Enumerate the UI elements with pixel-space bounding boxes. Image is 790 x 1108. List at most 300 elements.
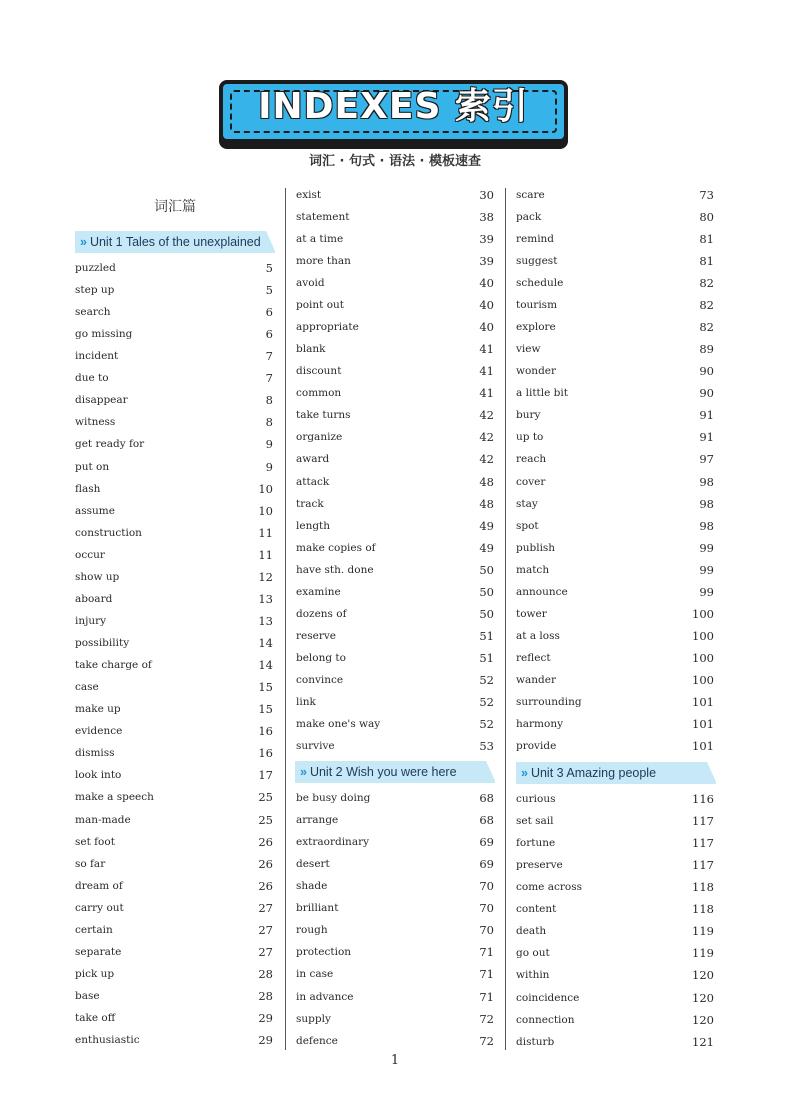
entry-page: 70 (479, 923, 494, 938)
entry-term: avoid (296, 277, 325, 290)
entry-term: length (296, 519, 331, 532)
entry-term: statement (296, 211, 350, 224)
entry-term: extraordinary (296, 836, 370, 849)
entry-page: 99 (699, 562, 714, 577)
entry-page: 10 (258, 481, 273, 496)
entry-term: pack (516, 211, 542, 224)
entry-term: match (516, 563, 550, 576)
entry-page: 82 (699, 276, 714, 291)
index-entry (296, 206, 494, 228)
index-entry (516, 184, 714, 206)
index-entry (75, 742, 273, 764)
index-entry (516, 360, 714, 382)
index-entry (516, 272, 714, 294)
entry-term: aboard (75, 592, 113, 605)
entry-page: 82 (699, 320, 714, 335)
entry-term: publish (516, 541, 556, 554)
index-entry (296, 448, 494, 470)
entry-page: 121 (692, 1034, 714, 1049)
index-entry (75, 720, 273, 742)
index-entry (75, 588, 273, 610)
entry-page: 15 (258, 680, 273, 695)
entry-page: 98 (699, 474, 714, 489)
entry-page: 81 (699, 254, 714, 269)
entry-page: 99 (699, 584, 714, 599)
entry-page: 13 (258, 613, 273, 628)
entry-term: stay (516, 497, 538, 510)
entry-page: 100 (692, 606, 714, 621)
entry-term: connection (516, 1013, 575, 1026)
entry-term: get ready for (75, 438, 145, 451)
index-entry (296, 669, 494, 691)
entry-page: 69 (479, 835, 494, 850)
index-entry (296, 294, 494, 316)
entry-term: tower (516, 607, 547, 620)
entry-term: up to (516, 431, 544, 444)
entry-page: 50 (479, 584, 494, 599)
index-entry (75, 985, 273, 1007)
entry-term: wander (516, 673, 556, 686)
entry-term: take off (75, 1012, 116, 1025)
entry-term: scare (516, 189, 545, 201)
entry-term: suggest (516, 255, 558, 268)
entry-term: look into (75, 769, 122, 782)
entry-page: 9 (265, 437, 273, 452)
entry-page: 11 (258, 547, 273, 562)
index-entry (296, 691, 494, 713)
entry-page: 120 (692, 968, 714, 983)
entry-page: 70 (479, 879, 494, 894)
unit-1-label: Unit 1 Tales of the unexplained (89, 235, 261, 249)
index-entry (75, 764, 273, 786)
entry-page: 68 (479, 813, 494, 828)
entry-page: 27 (258, 900, 273, 915)
index-entry (75, 941, 273, 963)
entry-term: provide (516, 740, 557, 752)
index-entry (516, 625, 714, 647)
index-entry (75, 522, 273, 544)
entry-term: tourism (516, 299, 558, 312)
index-entry (75, 786, 273, 808)
entry-page: 90 (699, 386, 714, 401)
index-entry (296, 647, 494, 669)
index-entry (296, 875, 494, 897)
entry-page: 51 (479, 650, 494, 665)
entry-page: 118 (692, 880, 714, 895)
entry-page: 117 (692, 858, 714, 873)
entry-term: more than (296, 255, 351, 268)
entry-page: 52 (479, 672, 494, 687)
entry-term: put on (75, 460, 110, 473)
entry-page: 118 (692, 902, 714, 917)
entry-page: 40 (479, 298, 494, 313)
entry-page: 48 (479, 496, 494, 511)
index-entry (516, 1031, 714, 1053)
index-entry (516, 581, 714, 603)
entry-term: supply (296, 1012, 331, 1025)
entry-page: 101 (692, 716, 714, 731)
entry-term: schedule (516, 277, 564, 290)
index-entry (516, 942, 714, 964)
index-entry (516, 876, 714, 898)
entry-term: discount (296, 365, 342, 378)
index-entry (296, 986, 494, 1008)
index-entry (516, 404, 714, 426)
index-entry (296, 919, 494, 941)
entry-term: disturb (516, 1035, 555, 1048)
index-entry (296, 228, 494, 250)
index-entry (296, 1008, 494, 1030)
index-entry (296, 625, 494, 647)
entry-term: case (75, 681, 99, 694)
entry-page: 52 (479, 716, 494, 731)
unit-2-header (295, 761, 495, 783)
index-entry (516, 898, 714, 920)
entry-page: 14 (258, 658, 273, 673)
entry-page: 73 (699, 188, 714, 202)
index-entry (75, 963, 273, 985)
entry-term: in advance (296, 990, 354, 1003)
index-entry (75, 1029, 273, 1051)
entry-page: 101 (692, 739, 714, 753)
entry-page: 17 (258, 768, 273, 783)
entry-term: preserve (516, 859, 563, 872)
entry-term: belong to (296, 651, 346, 664)
entry-page: 51 (479, 628, 494, 643)
index-entry (75, 632, 273, 654)
entry-page: 15 (258, 702, 273, 717)
index-entry (516, 603, 714, 625)
index-entry (75, 389, 273, 411)
entry-page: 41 (479, 364, 494, 379)
entry-page: 49 (479, 540, 494, 555)
index-entry (516, 987, 714, 1009)
entry-term: organize (296, 431, 343, 444)
entry-term: at a loss (516, 629, 560, 642)
entry-page: 120 (692, 1012, 714, 1027)
chevron-right-icon: » (300, 765, 307, 779)
entry-term: shade (296, 880, 328, 893)
entry-term: surrounding (516, 695, 582, 708)
entry-page: 39 (479, 254, 494, 269)
index-entry (516, 832, 714, 854)
entry-page: 25 (258, 790, 273, 805)
entry-term: have sth. done (296, 563, 374, 576)
entry-term: set sail (516, 815, 554, 828)
entry-term: show up (75, 570, 120, 583)
entry-term: go out (516, 947, 550, 960)
entry-page: 26 (258, 834, 273, 849)
index-entry (296, 426, 494, 448)
entry-page: 72 (479, 1011, 494, 1026)
entry-page: 28 (258, 988, 273, 1003)
entry-page: 53 (479, 739, 494, 753)
index-entry (516, 382, 714, 404)
entry-page: 11 (258, 525, 273, 540)
entry-term: blank (296, 343, 326, 356)
entry-term: link (296, 695, 316, 708)
entry-page: 30 (479, 188, 494, 202)
index-entry (296, 272, 494, 294)
section-heading: 词汇篇 (154, 199, 196, 215)
index-entry (296, 735, 494, 757)
entry-term: protection (296, 946, 352, 959)
entry-page: 5 (265, 283, 273, 298)
index-entry (296, 809, 494, 831)
index-entry (516, 515, 714, 537)
entry-page: 100 (692, 628, 714, 643)
index-entry (296, 250, 494, 272)
index-entry (296, 316, 494, 338)
entry-term: flash (75, 482, 101, 495)
entry-page: 50 (479, 562, 494, 577)
entry-page: 98 (699, 496, 714, 511)
entry-page: 71 (479, 989, 494, 1004)
entry-page: 48 (479, 474, 494, 489)
index-entry (516, 316, 714, 338)
index-entry (75, 897, 273, 919)
entry-term: content (516, 903, 557, 916)
unit-2-label: Unit 2 Wish you were here (309, 765, 457, 779)
entry-page: 70 (479, 901, 494, 916)
entry-term: at a time (296, 233, 344, 246)
entry-term: fortune (516, 837, 556, 850)
index-entry (75, 411, 273, 433)
index-entry (75, 345, 273, 367)
index-entry (516, 206, 714, 228)
index-entry (516, 1009, 714, 1031)
entry-page: 29 (258, 1033, 273, 1048)
entry-term: award (296, 453, 330, 466)
index-entry (516, 493, 714, 515)
entry-term: announce (516, 585, 568, 598)
index-entry (516, 228, 714, 250)
entry-page: 28 (258, 966, 273, 981)
entry-page: 117 (692, 814, 714, 829)
index-entry (75, 544, 273, 566)
entry-page: 82 (699, 298, 714, 313)
entry-term: certain (75, 923, 113, 936)
index-entry (75, 853, 273, 875)
index-entry (75, 301, 273, 323)
index-entry (516, 537, 714, 559)
index-entry (516, 294, 714, 316)
entry-term: reflect (516, 651, 551, 664)
entry-page: 5 (265, 261, 273, 275)
entry-term: appropriate (296, 321, 359, 334)
index-entry (296, 360, 494, 382)
index-entry (516, 964, 714, 986)
entry-term: reach (516, 453, 547, 466)
index-entry (516, 448, 714, 470)
index-entry (296, 338, 494, 360)
chevron-right-icon: » (521, 766, 528, 780)
entry-term: point out (296, 299, 345, 312)
entry-term: dozens of (296, 607, 347, 620)
entry-term: occur (75, 548, 105, 561)
entry-term: construction (75, 526, 142, 539)
entry-page: 10 (258, 503, 273, 518)
index-entry (75, 433, 273, 455)
entry-page: 69 (479, 857, 494, 872)
index-entry (75, 566, 273, 588)
index-entry (516, 788, 714, 810)
index-entry (516, 250, 714, 272)
column-divider-2 (505, 188, 506, 1050)
entry-term: due to (75, 372, 109, 385)
entry-term: bury (516, 409, 541, 422)
index-entry (75, 809, 273, 831)
entry-page: 9 (265, 459, 273, 474)
entry-page: 7 (265, 349, 273, 364)
index-entry (75, 367, 273, 389)
entry-page: 8 (265, 415, 273, 430)
entry-term: possibility (75, 637, 130, 650)
entry-term: defence (296, 1034, 338, 1047)
entry-term: track (296, 497, 324, 510)
entry-term: disappear (75, 394, 128, 407)
entry-page: 119 (692, 946, 714, 961)
entry-term: brilliant (296, 902, 339, 915)
entry-page: 27 (258, 944, 273, 959)
entry-term: incident (75, 350, 119, 363)
index-entry (516, 426, 714, 448)
entry-term: dismiss (75, 747, 115, 760)
index-entry (75, 698, 273, 720)
index-entry (516, 471, 714, 493)
entry-page: 42 (479, 430, 494, 445)
entry-page: 6 (265, 305, 273, 320)
index-entry (296, 537, 494, 559)
index-entry (296, 559, 494, 581)
index-entry (296, 831, 494, 853)
entry-term: make a speech (75, 791, 154, 804)
entry-term: enthusiastic (75, 1034, 140, 1047)
entry-page: 27 (258, 922, 273, 937)
index-entry (75, 831, 273, 853)
entry-term: come across (516, 881, 582, 894)
index-entry (296, 382, 494, 404)
entry-page: 16 (258, 724, 273, 739)
entry-page: 26 (258, 856, 273, 871)
entry-term: attack (296, 475, 330, 488)
index-entry (75, 279, 273, 301)
index-entry (516, 559, 714, 581)
entry-page: 49 (479, 518, 494, 533)
index-entry (296, 515, 494, 537)
entry-page: 6 (265, 327, 273, 342)
entry-term: coincidence (516, 991, 580, 1004)
index-entry (296, 897, 494, 919)
entry-page: 80 (699, 210, 714, 225)
entry-term: rough (296, 924, 328, 937)
entry-term: wonder (516, 365, 557, 378)
index-entry (516, 669, 714, 691)
index-entry (516, 735, 714, 757)
entry-term: harmony (516, 717, 564, 730)
index-entry (296, 787, 494, 809)
entry-page: 29 (258, 1011, 273, 1026)
entry-term: witness (75, 416, 116, 429)
entry-page: 81 (699, 232, 714, 247)
unit-3-header (516, 762, 716, 784)
entry-page: 40 (479, 276, 494, 291)
index-entry (296, 1030, 494, 1052)
unit-3-label: Unit 3 Amazing people (530, 766, 657, 780)
index-entry (296, 853, 494, 875)
entry-page: 42 (479, 408, 494, 423)
entry-page: 7 (265, 371, 273, 386)
index-entry (296, 603, 494, 625)
entry-page: 100 (692, 672, 714, 687)
entry-term: set foot (75, 835, 115, 848)
index-entry (516, 713, 714, 735)
entry-page: 100 (692, 650, 714, 665)
entry-term: make copies of (296, 541, 376, 554)
entry-term: carry out (75, 901, 124, 914)
index-entry (516, 920, 714, 942)
entry-term: in case (296, 968, 334, 981)
index-entry (516, 338, 714, 360)
entry-term: base (75, 989, 100, 1002)
index-entry (75, 1007, 273, 1029)
entry-term: explore (516, 321, 556, 334)
entry-term: dream of (75, 879, 123, 892)
entry-page: 72 (479, 1033, 494, 1048)
index-entry (75, 919, 273, 941)
entry-term: search (75, 306, 111, 319)
entry-term: so far (75, 857, 106, 870)
page-title: INDEXES 索引 (258, 86, 529, 127)
entry-page: 14 (258, 636, 273, 651)
entry-term: remind (516, 233, 555, 246)
entry-term: within (516, 969, 550, 982)
index-entry (75, 610, 273, 632)
entry-term: step up (75, 284, 115, 297)
index-entry (75, 456, 273, 478)
index-entry (516, 647, 714, 669)
entry-term: puzzled (75, 262, 116, 274)
index-entry (75, 500, 273, 522)
entry-term: take turns (296, 409, 351, 422)
entry-page: 41 (479, 386, 494, 401)
index-entry (75, 654, 273, 676)
index-entry (296, 963, 494, 985)
entry-page: 71 (479, 967, 494, 982)
index-entry (75, 875, 273, 897)
entry-page: 101 (692, 694, 714, 709)
entry-term: go missing (75, 328, 133, 341)
entry-term: spot (516, 519, 539, 532)
entry-term: examine (296, 585, 341, 598)
entry-page: 91 (699, 408, 714, 423)
entry-term: view (516, 343, 541, 356)
entry-page: 38 (479, 210, 494, 225)
entry-term: common (296, 387, 342, 400)
index-entry (296, 184, 494, 206)
entry-page: 52 (479, 694, 494, 709)
unit-1-header (75, 231, 275, 253)
entry-page: 39 (479, 232, 494, 247)
entry-term: arrange (296, 814, 339, 827)
entry-page: 40 (479, 320, 494, 335)
entry-term: desert (296, 858, 330, 871)
entry-term: death (516, 925, 547, 938)
entry-term: evidence (75, 725, 123, 738)
title-banner (219, 80, 568, 143)
entry-term: exist (296, 189, 322, 201)
entry-page: 68 (479, 791, 494, 805)
